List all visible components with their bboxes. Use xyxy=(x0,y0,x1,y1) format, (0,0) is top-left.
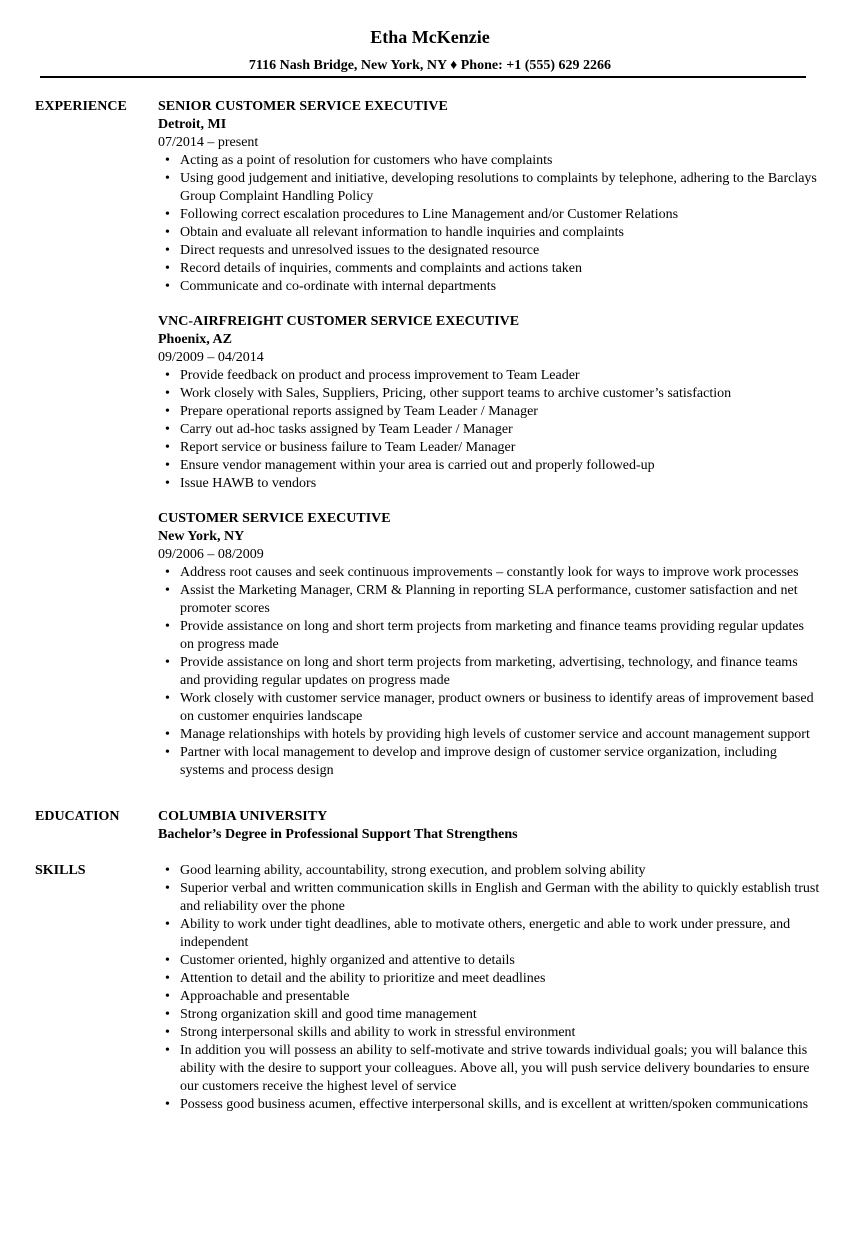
list-item: • Using good judgement and initiative, developing resolutions to complaints by telephone, adhering to the Barclays Group Complaint Handling Policy xyxy=(180,170,820,206)
list-item: • Issue HAWB to vendors xyxy=(180,475,820,493)
list-item: • Prepare operational reports assigned by Team Leader / Manager xyxy=(180,403,820,421)
job-dates: 09/2009 – 04/2014 xyxy=(158,350,264,365)
list-item: • Carry out ad-hoc tasks assigned by Team Leader / Manager xyxy=(180,421,820,439)
list-item: • In addition you will possess an ability to self-motivate and strive towards individual goals; you will balance this ability with the desire to support your colleagues. Above all, you will push service delivery boundaries to ensure our customers receive the highest level of service xyxy=(180,1042,820,1096)
experience-section xyxy=(0,98,860,797)
job-title: SENIOR CUSTOMER SERVICE EXECUTIVE xyxy=(158,99,448,114)
job-location: New York, NY xyxy=(158,529,245,544)
experience-heading: EXPERIENCE xyxy=(35,99,127,114)
job-location: Phoenix, AZ xyxy=(158,332,232,347)
candidate-name: Etha McKenzie xyxy=(370,27,490,47)
list-item: • Following correct escalation procedures to Line Management and/or Customer Relations xyxy=(180,206,820,224)
list-item: • Assist the Marketing Manager, CRM & Planning in reporting SLA performance, customer satisfaction and net promoter scores xyxy=(180,582,820,618)
list-item: • Record details of inquiries, comments and complaints and actions taken xyxy=(180,260,820,278)
school-name: COLUMBIA UNIVERSITY xyxy=(158,809,328,824)
job-entry xyxy=(158,98,820,296)
list-item: • Attention to detail and the ability to prioritize and meet deadlines xyxy=(180,970,820,988)
list-item: • Obtain and evaluate all relevant information to handle inquiries and complaints xyxy=(180,224,820,242)
list-item: • Work closely with customer service manager, product owners or business to identify areas of improvement based on customer enquiries landscape xyxy=(180,690,820,726)
list-item: • Provide feedback on product and process improvement to Team Leader xyxy=(180,367,820,385)
job-entry xyxy=(158,313,820,493)
list-item: • Report service or business failure to Team Leader/ Manager xyxy=(180,439,820,457)
job-dates: 09/2006 – 08/2009 xyxy=(158,547,264,562)
job-location: Detroit, MI xyxy=(158,117,227,132)
job-bullets xyxy=(158,367,820,493)
list-item: • Ensure vendor management within your area is carried out and properly followed-up xyxy=(180,457,820,475)
list-item: • Acting as a point of resolution for customers who have complaints xyxy=(180,152,820,170)
list-item: • Provide assistance on long and short term projects from marketing, advertising, technology, and finance teams and providing regular updates on progress made xyxy=(180,654,820,690)
job-dates: 07/2014 – present xyxy=(158,135,259,150)
job-title: VNC-AIRFREIGHT CUSTOMER SERVICE EXECUTIVE xyxy=(158,314,520,329)
list-item: • Communicate and co-ordinate with internal departments xyxy=(180,278,820,296)
list-item: • Ability to work under tight deadlines, able to motivate others, energetic and able to work under pressure, and independent xyxy=(180,916,820,952)
list-item: • Good learning ability, accountability, strong execution, and problem solving ability xyxy=(180,862,820,880)
job-bullets xyxy=(158,564,820,780)
list-item: • Approachable and presentable xyxy=(180,988,820,1006)
job-entry xyxy=(158,510,820,780)
list-item: • Possess good business acumen, effective interpersonal skills, and is excellent at written/spoken communications xyxy=(180,1096,820,1114)
education-heading: EDUCATION xyxy=(35,809,120,824)
job-title: CUSTOMER SERVICE EXECUTIVE xyxy=(158,511,391,526)
contact-line: 7116 Nash Bridge, New York, NY ♦ Phone: +1 (555) 629 2266 xyxy=(248,58,612,73)
resume-header xyxy=(0,0,860,75)
list-item: • Manage relationships with hotels by providing high levels of customer service and account management support xyxy=(180,726,820,744)
list-item: • Direct requests and unresolved issues to the designated resource xyxy=(180,242,820,260)
list-item: • Address root causes and seek continuous improvements – constantly look for ways to improve work processes xyxy=(180,564,820,582)
list-item: • Partner with local management to develop and improve design of customer service organization, including systems and process design xyxy=(180,744,820,780)
degree: Bachelor’s Degree in Professional Support That Strengthens xyxy=(158,827,518,842)
education-section xyxy=(0,808,860,844)
list-item: • Work closely with Sales, Suppliers, Pricing, other support teams to archive customer’s satisfaction xyxy=(180,385,820,403)
header-divider xyxy=(40,76,806,78)
list-item: • Superior verbal and written communication skills in English and German with the ability to quickly establish trust and reliability over the phone xyxy=(180,880,820,916)
skills-heading: SKILLS xyxy=(35,863,86,878)
list-item: • Customer oriented, highly organized and attentive to details xyxy=(180,952,820,970)
list-item: • Provide assistance on long and short term projects from marketing and finance teams providing regular updates on progress made xyxy=(180,618,820,654)
skills-section xyxy=(0,862,860,1114)
list-item: • Strong interpersonal skills and ability to work in stressful environment xyxy=(180,1024,820,1042)
skills-list xyxy=(158,862,820,1114)
list-item: • Strong organization skill and good time management xyxy=(180,1006,820,1024)
job-bullets xyxy=(158,152,820,296)
